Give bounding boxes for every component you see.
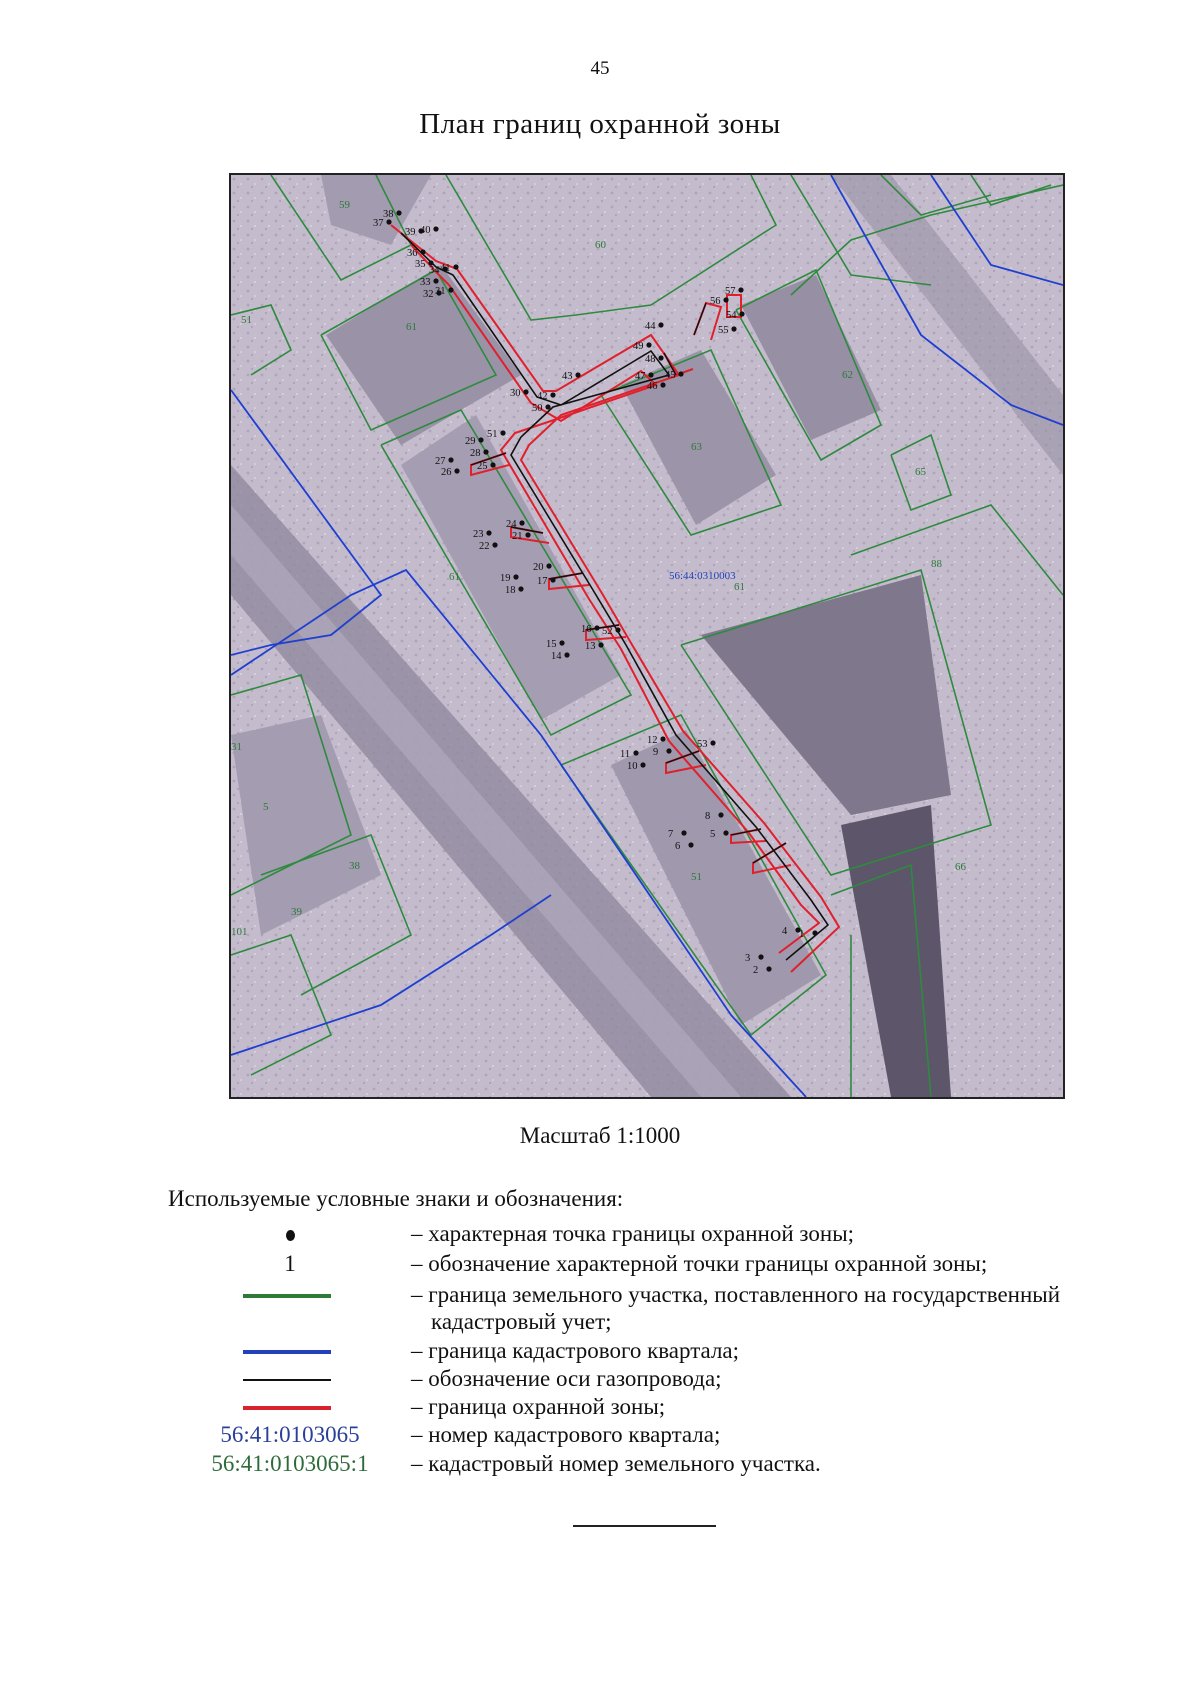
point-number-label: 50 [532,403,543,414]
point-number-label: 18 [505,585,516,596]
point-number-label: 49 [633,341,644,352]
boundary-point [448,287,453,292]
boundary-point [518,586,523,591]
boundary-point [594,625,599,630]
boundary-point [545,404,550,409]
boundary-point [648,372,653,377]
point-number-label: 1 [799,929,805,940]
point-number-label: 26 [441,467,452,478]
point-number-label: 54 [726,310,737,321]
boundary-point [723,297,728,302]
boundary-point [500,430,505,435]
point-number-label: 8 [705,811,711,822]
point-number-label: 28 [470,448,481,459]
boundary-point [688,842,693,847]
point-number-label: 40 [420,225,431,236]
boundary-point [658,355,663,360]
boundary-point [633,750,638,755]
point-number-label: 37 [373,218,384,229]
point-number-label: 33 [420,277,431,288]
blue-line-icon [243,1350,331,1354]
point-number-label: 39 [405,227,416,238]
point-number-label: 16 [581,624,592,635]
protection-zone-map [229,173,1065,1099]
point-number-label: 47 [635,371,646,382]
point-number-label: 31 [435,286,446,297]
legend-heading: Используемые условные знаки и обозначения: [168,1186,624,1211]
point-number-label: 27 [435,456,446,467]
boundary-point [523,389,528,394]
parcel-number-label: 101 [231,926,248,938]
boundary-point [681,830,686,835]
boundary-point [386,219,391,224]
point-number-label: 5 [710,829,716,840]
point-symbol-icon [210,1220,370,1247]
boundary-point [658,322,663,327]
boundary-point [483,449,488,454]
point-number-label: 19 [500,573,511,584]
parcel-number-label: 38 [349,860,360,872]
aerial-map [231,175,1063,1097]
boundary-point [453,264,458,269]
parcel-number-label: 65 [915,466,926,478]
point-number-label: 46 [647,381,658,392]
point-number-label: 51 [487,429,498,440]
parcel-number-label: 31 [231,741,242,753]
parcel-number-label: 61 [734,581,745,593]
point-number-label: 15 [546,639,557,650]
boundary-point [666,748,671,753]
boundary-point [433,278,438,283]
point-number-label: 32 [423,289,434,300]
boundary-point [738,287,743,292]
point-number-label: 35 [415,259,426,270]
point-number-label: 11 [620,749,631,760]
scale-label: Масштаб 1:1000 [519,1123,681,1148]
point-number-label: 36 [407,248,418,259]
parcel-number-label: 51 [691,871,702,883]
boundary-point [454,468,459,473]
red-line-icon [243,1406,331,1410]
point-number-label: 25 [477,461,488,472]
boundary-point [550,577,555,582]
point-number-label: 44 [645,321,656,332]
green-line-icon [243,1294,331,1298]
boundary-point [546,563,551,568]
boundary-point [723,830,728,835]
point-number-label: 17 [537,576,548,587]
point-number-label: 57 [725,286,736,297]
boundary-point [731,326,736,331]
point-number-label: 30 [510,388,521,399]
boundary-point [492,542,497,547]
boundary-point [525,532,530,537]
parcel-number-label: 66 [955,861,966,873]
point-number-label: 52 [602,626,613,637]
boundary-point [812,930,817,935]
boundary-point [646,342,651,347]
boundary-point [490,462,495,467]
page-number: 45 [590,58,610,79]
parcel-number-label: 88 [931,558,942,570]
boundary-point [758,954,763,959]
point-number-label: 45 [665,370,676,381]
parcel-number-label: 39 [291,906,302,918]
point-number-label: 7 [668,829,674,840]
boundary-point [640,762,645,767]
page-title: План границ охранной зоны [419,108,781,140]
boundary-point [396,210,401,215]
boundary-point [660,382,665,387]
boundary-point [550,392,555,397]
point-number-label: 20 [533,562,544,573]
end-rule [573,1525,716,1527]
boundary-point [564,652,569,657]
parcel-number-label: 62 [842,369,853,381]
point-number-label: 12 [647,735,658,746]
point-number-label: 21 [512,531,523,542]
boundary-point [448,457,453,462]
point-number-label: 34 [429,265,440,276]
point-number-label: 14 [551,651,562,662]
point-number-label: 41 [440,263,451,274]
point-number-label: 4 [782,926,788,937]
boundary-point [710,740,715,745]
point-number-label: 48 [645,354,656,365]
boundary-point [513,574,518,579]
boundary-point [559,640,564,645]
parcel-number-label: 61 [406,321,417,333]
point-number-label: 43 [562,371,573,382]
boundary-point [575,372,580,377]
boundary-point [478,437,483,442]
boundary-point [678,371,683,376]
point-number-label: 13 [585,641,596,652]
boundary-point [739,311,744,316]
boundary-point [420,249,425,254]
boundary-point [598,642,603,647]
parcel-number-label: 51 [241,314,252,326]
point-number-label: 29 [465,436,476,447]
point-number-label: 53 [697,739,708,750]
point-number-label: 42 [537,391,548,402]
point-number-label: 22 [479,541,490,552]
parcel-number-label: 5 [263,801,269,813]
boundary-point [486,530,491,535]
quarter-number-label: 56:44:0310003 [669,570,736,582]
boundary-point [766,966,771,971]
parcel-number-label: 59 [339,199,350,211]
boundary-point [718,812,723,817]
point-number-label: 24 [506,519,517,530]
boundary-point [433,226,438,231]
point-number-label: 38 [383,209,394,220]
point-number-label: 10 [627,761,638,772]
boundary-point [519,520,524,525]
point-number-label: 55 [718,325,729,336]
point-number-label: 23 [473,529,484,540]
point-number-label: 9 [653,747,659,758]
parcel-number-label: 60 [595,239,606,251]
boundary-point [660,736,665,741]
boundary-point [615,627,620,632]
parcel-number-label: 61 [449,571,460,583]
point-number-label: 2 [753,965,759,976]
parcel-number-label: 63 [691,441,702,453]
point-number-label: 6 [675,841,681,852]
point-number-label: 3 [745,953,751,964]
point-number-label: 56 [710,296,721,307]
black-line-icon [243,1379,331,1381]
